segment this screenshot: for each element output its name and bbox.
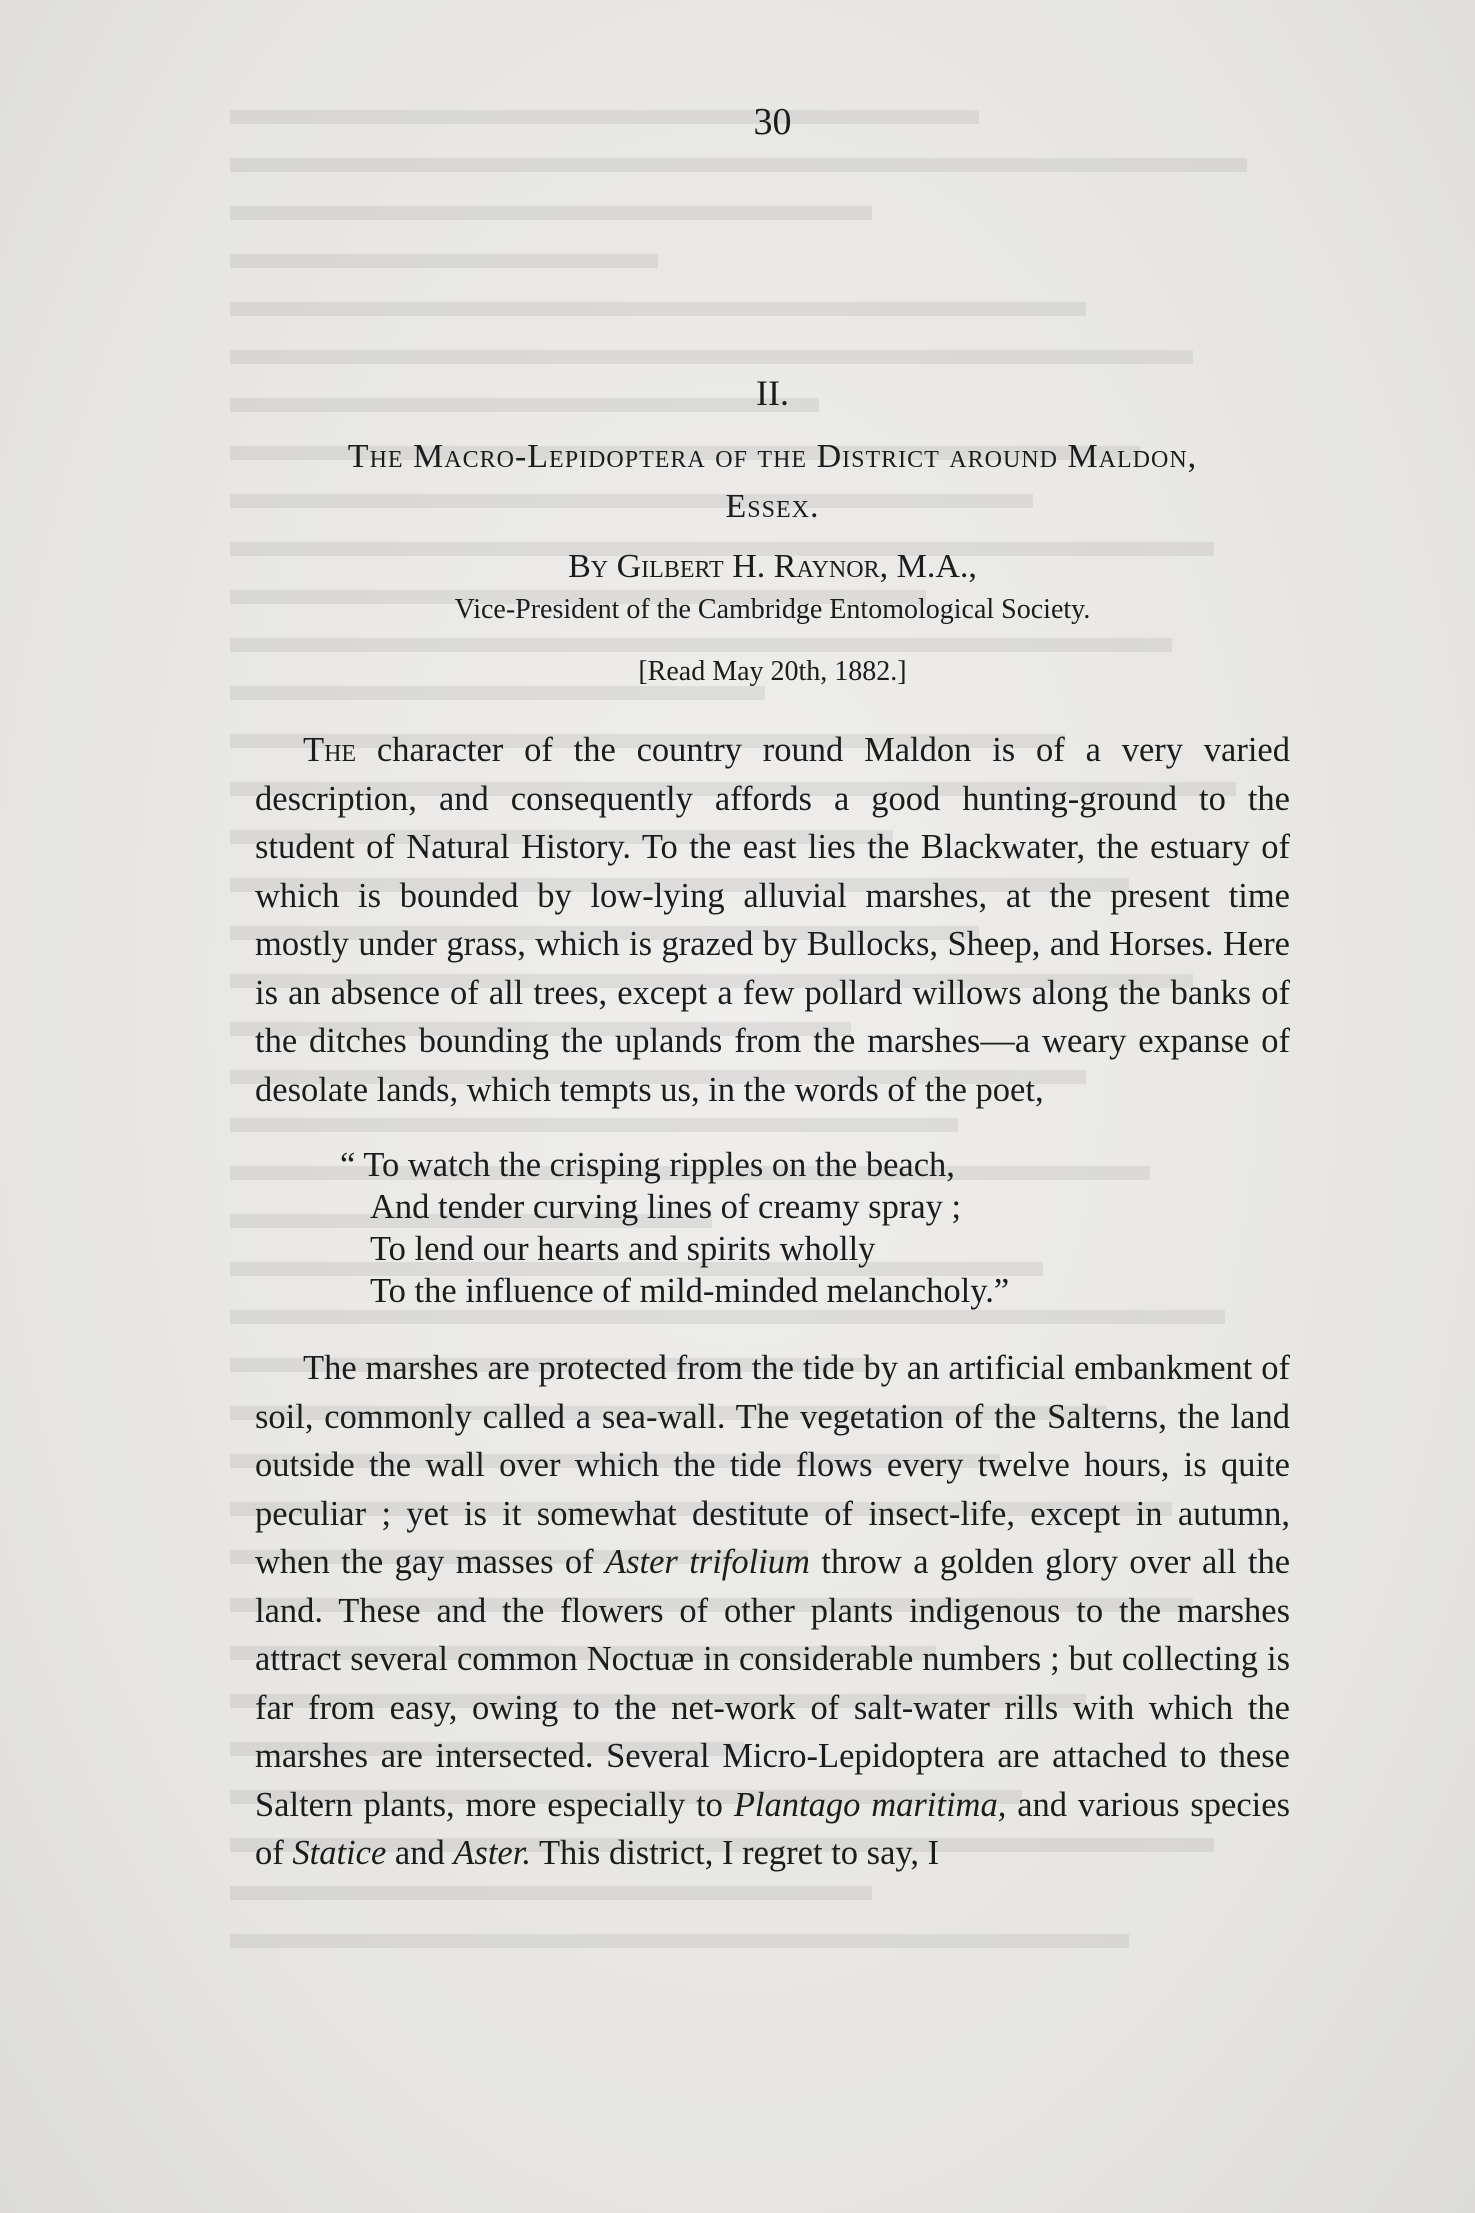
paragraph-2-part-1: The marshes are protected from the tide by an artificial embankment of soil, commonly called a sea-wall. The vegetation of the Salterns, the land outside the wall over which the tide flows every twelve hours, is quite peculiar ; yet is it somewhat destitute of insect-life, except in autumn, when the gay masses of (255, 1349, 1290, 1581)
author-affiliation: Vice-President of the Cambridge Entomological Society. (454, 594, 1091, 625)
genus-statice: Statice (292, 1834, 387, 1872)
paragraph-2-part-5: This district, I regret to say, I (538, 1834, 940, 1872)
species-plantago-maritima: Plantago maritima, (733, 1785, 1007, 1824)
paragraph-1-text: character of the country round Maldon is of a very varied description, and consequently affords a good hunting-ground to the student of Natural History. To the east lies the Blackwater, the estuary of which is bounded by low-lying alluvial marshes, at the present time mostly under grass, which is grazed by Bullocks, Sheep, and Horses. Here is an absence of all trees, except a few pollard willows along the banks of the ditches bounding the uplands from the marshes—a weary expanse of desolate lands, which tempts us, in the words of the poet, (255, 731, 1290, 1109)
page-number: 30 (753, 101, 792, 143)
paragraph-1-lead: The (303, 731, 357, 769)
paragraph-1 (255, 726, 1290, 1114)
poem-line-4: To the influence of mild-minded melancholy.” (370, 1272, 1010, 1310)
paragraph-2-part-3: and various species of (255, 1785, 1290, 1872)
species-aster-trifolium: Aster trifolium (605, 1543, 810, 1581)
paragraph-2-part-4: and (394, 1834, 445, 1872)
paragraph-2-part-2: throw a golden glory over all the land. These and the flowers of other plants indigenous to the marshes attract several common Noctuæ in considerable numbers ; but collecting is far from easy, owing to the net-work of salt-water rills with which the marshes are intersected. Several Micro-Lepidoptera are attached to these Saltern plants, more especially to (255, 1543, 1291, 1824)
section-number: II. (756, 373, 789, 413)
read-date: [Read May 20th, 1882.] (638, 656, 907, 687)
page-content (255, 100, 1290, 1878)
poem-line-3: To lend our hearts and spirits wholly (370, 1230, 876, 1268)
quoted-poem (340, 1144, 1290, 1312)
genus-aster: Aster. (453, 1834, 531, 1872)
paragraph-2 (255, 1344, 1290, 1878)
poem-line-2: And tender curving lines of creamy spray ; (370, 1188, 962, 1226)
article-title-line-2: Essex. (725, 488, 820, 525)
author-byline: By Gilbert H. Raynor, M.A., (568, 548, 977, 585)
article-title-line-1: The Macro-Lepidoptera of the District around Maldon, (347, 438, 1198, 475)
poem-line-1: “ To watch the crisping ripples on the beach, (340, 1146, 955, 1184)
